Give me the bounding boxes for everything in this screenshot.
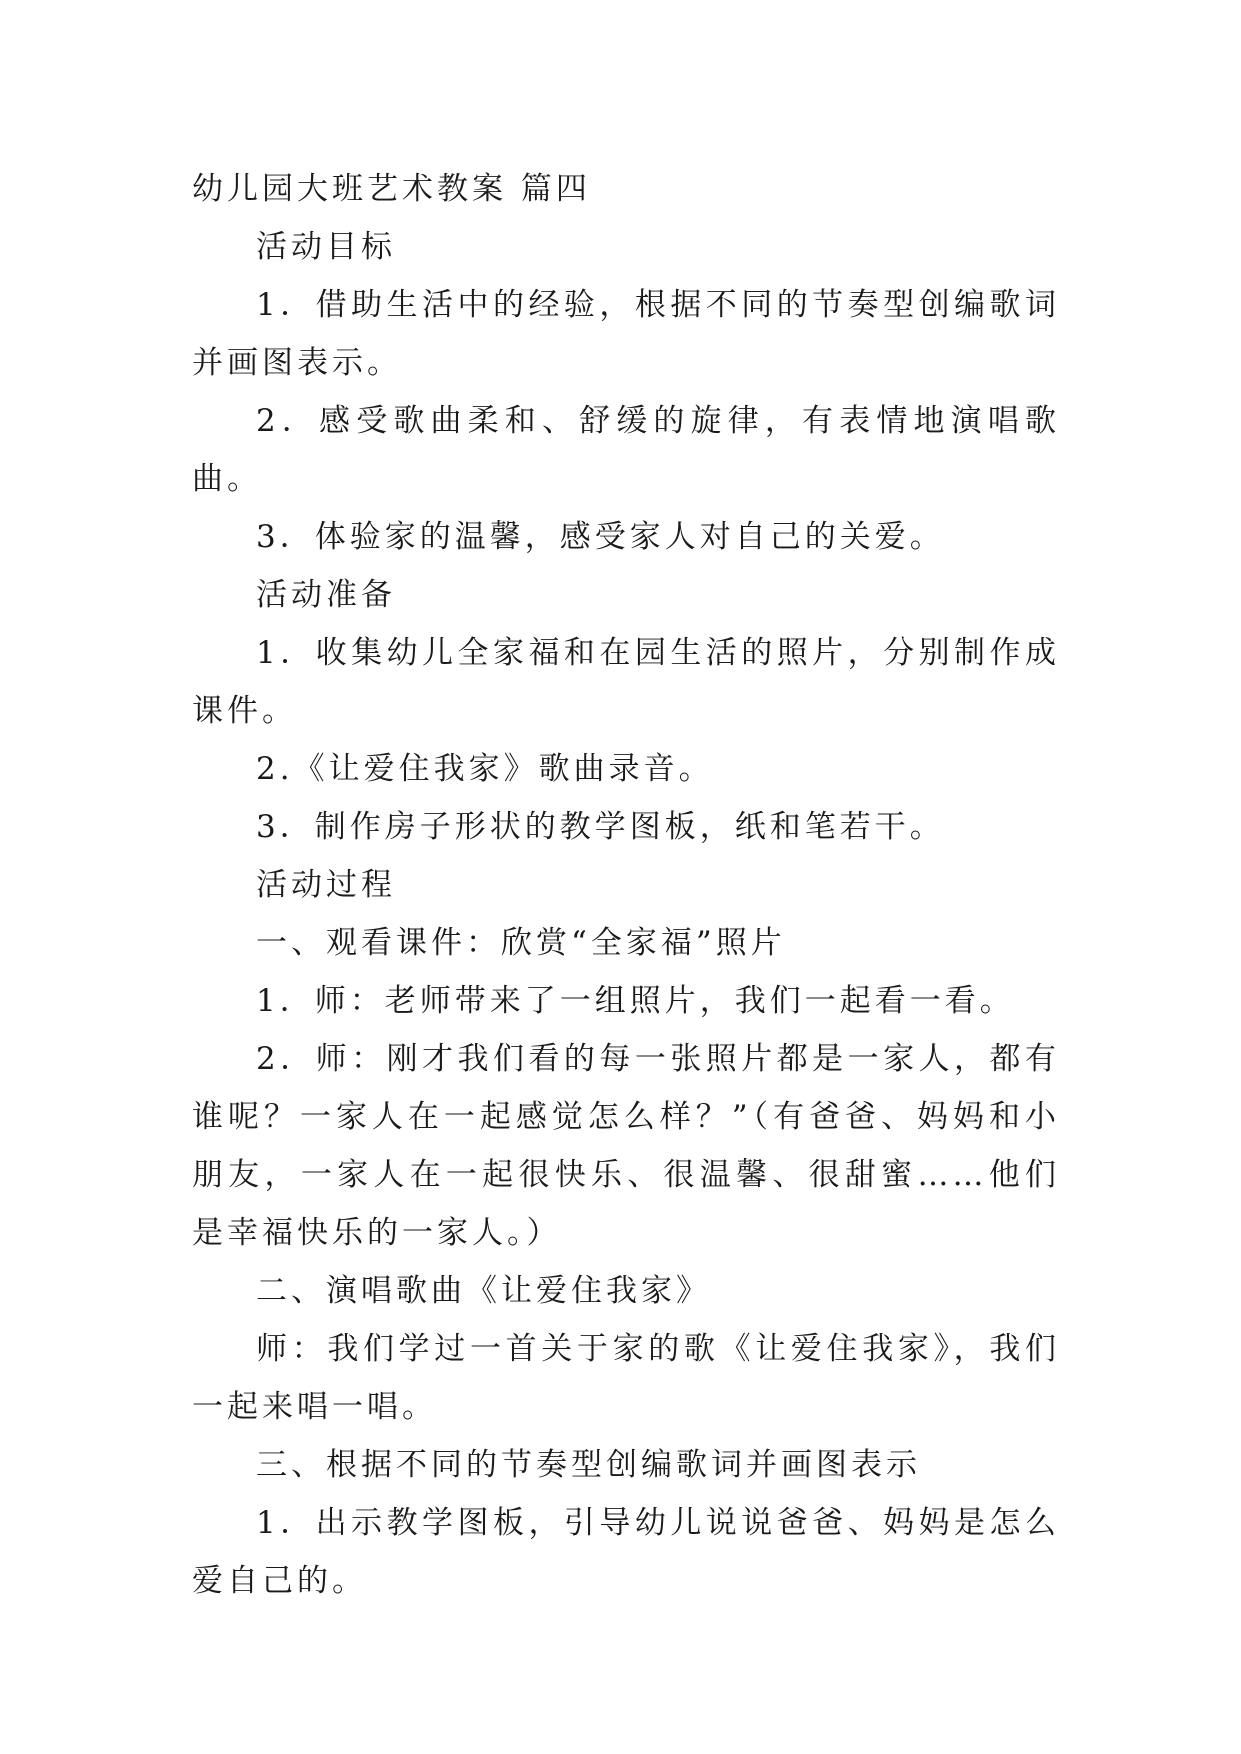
process-step-1-item-2: 2．师：刚才我们看的每一张照片都是一家人，都有谁呢？一家人在一起感觉怎么样？”（有爸爸、妈妈和小朋友，一家人在一起很快乐、很温馨、很甜蜜……他们是幸福快乐的一家人。）: [192, 1041, 1060, 1251]
section-heading-process: 活动过程: [256, 867, 396, 903]
process-step-3-item-1: 1．出示教学图板，引导幼儿说说爸爸、妈妈是怎么爱自己的。: [192, 1505, 1060, 1599]
process-step-3-heading: 三、根据不同的节奏型创编歌词并画图表示: [256, 1447, 921, 1483]
document-body: [192, 160, 1060, 1610]
preparation-item-3: 3．制作房子形状的教学图板，纸和笔若干。: [256, 809, 945, 845]
section-heading-goals: 活动目标: [256, 229, 396, 265]
goal-item-3: 3．体验家的温馨，感受家人对自己的关爱。: [256, 519, 945, 555]
document-title: 幼儿园大班艺术教案 篇四: [192, 171, 591, 207]
process-step-2-heading: 二、演唱歌曲《让爱住我家》: [256, 1273, 711, 1309]
process-step-1-heading: 一、观看课件：欣赏“全家福”照片: [256, 925, 786, 961]
section-heading-preparation: 活动准备: [256, 577, 396, 613]
preparation-item-1: 1．收集幼儿全家福和在园生活的照片，分别制作成课件。: [192, 635, 1060, 729]
goal-item-1: 1．借助生活中的经验，根据不同的节奏型创编歌词并画图表示。: [192, 287, 1060, 381]
preparation-item-2: 2.《让爱住我家》歌曲录音。: [256, 751, 714, 787]
process-step-1-item-1: 1．师：老师带来了一组照片，我们一起看一看。: [256, 983, 1015, 1019]
process-step-2-item-1: 师：我们学过一首关于家的歌《让爱住我家》，我们一起来唱一唱。: [192, 1331, 1060, 1425]
goal-item-2: 2．感受歌曲柔和、舒缓的旋律，有表情地演唱歌曲。: [192, 403, 1060, 497]
